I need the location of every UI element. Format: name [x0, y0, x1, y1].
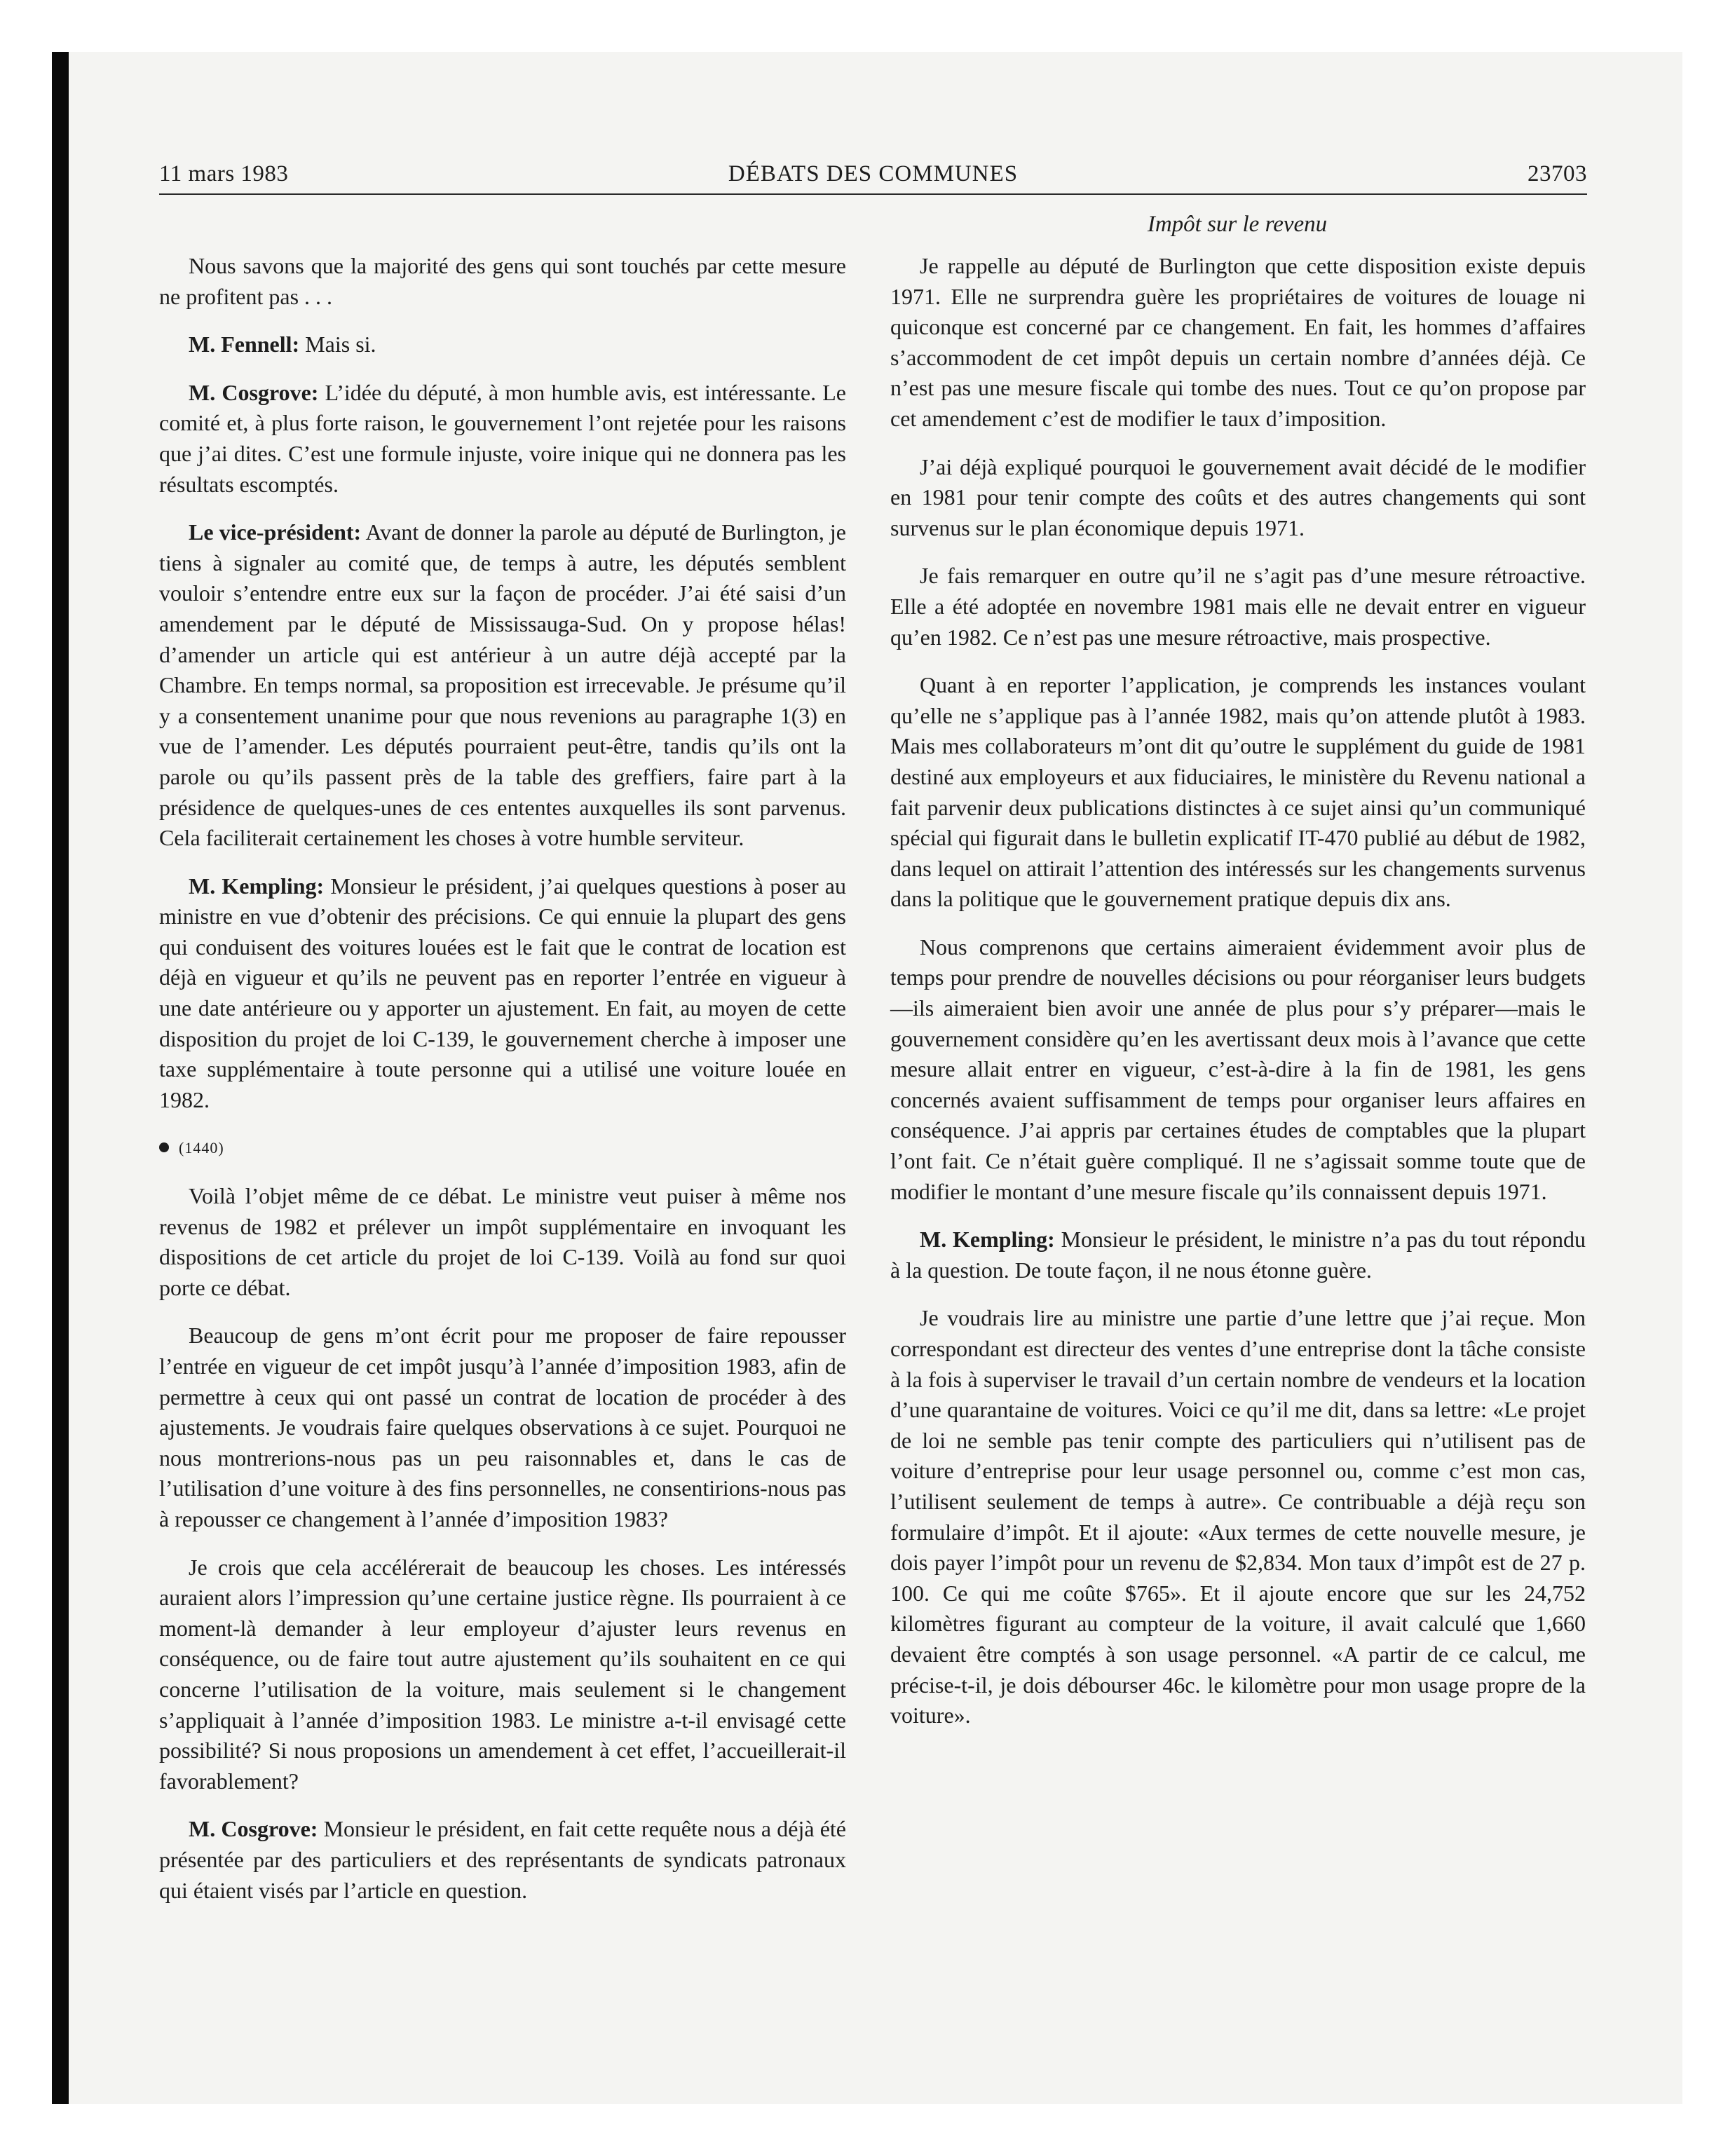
- paragraph: [159, 1814, 846, 1906]
- speaker-name: M. Fennell:: [189, 332, 300, 357]
- paragraph: [159, 871, 846, 1116]
- page-header: [159, 161, 1587, 196]
- time-marker: [159, 1133, 846, 1164]
- speech-text: Monsieur le président, j’ai quelques questions à poser au ministre en vue d’obtenir des précisions. Ce qui ennuie la plupart des gens qui conduisent des voitures louées est le fait que le contrat de location est déjà en vigueur et qu’ils ne peuvent pas en reporter l’entrée en vigueur à une date antérieure ou y apporter un ajustement. En fait, au moyen de cette disposition du projet de loi C-139, le gouvernement cherche à imposer une taxe supplémentaire à toute personne qui a utilisé une voiture louée en 1982.: [159, 873, 847, 1112]
- speech-text: L’idée du député, à mon humble avis, est intéressante. Le comité et, à plus forte raison, le gouvernement l’ont rejetée pour les raisons que j’ai dites. C’est une formule injuste, voire inique qui ne donnera pas les résultats escomptés.: [159, 379, 847, 497]
- paragraph: Nous comprenons que certains aimeraient évidemment avoir plus de temps pour prendre de nouvelles décisions ou pour réorganiser leurs budgets—ils aimeraient bien avoir une année de plus pour s’y préparer—mais le gouvernement considère qu’en les avertissant deux mois à l’avance que cette mesure allait entrer en vigueur, c’est-à-dire à la fin de 1981, les gens concernés avaient suffisamment de temps pour organiser leurs affaires en conséquence. J’ai appris par certaines études de comptables que la plupart l’ont fait. Ce n’était guère compliqué. Il ne s’agissait somme toute que de modifier le montant d’une mesure fiscale qu’ils connaissent depuis 1971.: [890, 934, 1586, 1204]
- speech-text: Monsieur le président, en fait cette requête nous a déjà été présentée par des particuliers et des représentants de syndicats patronaux qui étaient visés par l’article en question.: [159, 1816, 846, 1903]
- paragraph: [159, 517, 846, 854]
- header-page-number: 23703: [1528, 161, 1587, 186]
- left-column: [159, 251, 846, 1923]
- header-title: DÉBATS DES COMMUNES: [728, 161, 1019, 186]
- paragraph: [159, 378, 846, 500]
- bullet-icon: [159, 1142, 169, 1152]
- speaker-name: M. Kempling:: [920, 1227, 1055, 1253]
- paragraph: Je voudrais lire au ministre une partie d’une lettre que j’ai reçue. Mon correspondant est directeur des ventes d’une entreprise dont la tâche consiste à la fois à superviser le travail d’un certain nombre de vendeurs et la location d’une quarantaine de voitures. Voici ce qu’il me dit, dans sa lettre: «Le projet de loi ne semble pas tenir compte des particuliers qui n’utilisent pas de voiture d’entreprise pour leur usage personnel ou, comme c’est mon cas, l’utilisent seulement de temps à autre». Ce contribuable a déjà reçu son formulaire d’impôt. Et il ajoute: «Aux termes de cette nouvelle mesure, je dois payer l’impôt pour un revenu de $2,834. Mon taux d’impôt est de 27 p. 100. Ce qui me coûte $765». Et il ajoute encore que sur les 24,752 kilomètres figurant au compteur de la voiture, il avait calculé que 1,660 devaient être comptés à son usage personnel. «A partir de ce calcul, me précise-t-il, je dois débourser 46c. le kilomètre pour mon usage propre de la voiture».: [890, 1305, 1586, 1728]
- time-marker-text: (1440): [179, 1139, 224, 1157]
- header-date: 11 mars 1983: [159, 161, 289, 186]
- speech-text: Mais si.: [299, 332, 376, 357]
- paragraph: Je crois que cela accélérerait de beaucoup les choses. Les intéressés auraient alors l’impression qu’une certaine justice règne. Ils pourraient à ce moment-là demander à leur employeur d’ajuster leurs revenus en conséquence, ou de faire tout autre ajustement qu’ils souhaitent en ce qui concerne l’utilisation de la voiture, mais seulement si le changement s’appliquait à l’année d’imposition 1983. Le ministre a-t-il envisagé cette possibilité? Si nous proposions un amendement à cet effet, l’accueillerait-il favorablement?: [159, 1554, 846, 1794]
- binding-edge: [52, 52, 69, 2104]
- running-title: Impôt sur le revenu: [1147, 212, 1328, 237]
- paragraph: Nous savons que la majorité des gens qui sont touchés par cette mesure ne profitent pas . . .: [159, 253, 846, 309]
- speech-text: Monsieur le président, le ministre n’a pas du tout répondu à la question. De toute façon, il ne nous étonne guère.: [890, 1227, 1586, 1283]
- paragraph: [890, 1224, 1586, 1285]
- speaker-name: M. Kempling:: [189, 873, 325, 899]
- paragraph: Beaucoup de gens m’ont écrit pour me proposer de faire repousser l’entrée en vigueur de cet impôt jusqu’à l’année d’imposition 1983, afin de permettre à ceux qui ont passé un contrat de location de procéder à des ajustements. Je voudrais faire quelques observations à ce sujet. Pourquoi ne nous montrerions-nous pas un peu raisonnables et, dans le cas de l’utilisation d’une voiture à des fins personnelles, ne consentirions-nous pas à repousser ce changement à l’année d’imposition 1983?: [159, 1323, 846, 1531]
- speech-text: Avant de donner la parole au député de Burlington, je tiens à signaler au comité que, de temps à autre, les députés semblent vouloir s’entendre entre eux sur la façon de procéder. J’ai été saisi d’un amendement par le député de Mississauga-Sud. On y propose hélas! d’amender un article qui est antérieur à un autre déjà accepté par la Chambre. En temps normal, sa proposition est irrecevable. Je présume qu’il y a consentement unanime pour que nous revenions au paragraphe 1(3) en vue de l’amender. Les députés pourraient peut-être, tandis qu’ils ont la parole ou qu’ils passent près de la table des greffiers, faire part à la présidence de quelques-unes de ces ententes auxquelles ils sont parvenus. Cela faciliterait certainement les choses à votre humble serviteur.: [159, 519, 847, 851]
- paragraph: Voilà l’objet même de ce débat. Le ministre veut puiser à même nos revenus de 1982 et prélever un impôt supplémentaire en invoquant les dispositions de cet article du projet de loi C-139. Voilà au fond sur quoi porte ce débat.: [159, 1183, 846, 1300]
- paragraph: [159, 329, 846, 360]
- paragraph: J’ai déjà expliqué pourquoi le gouvernement avait décidé de le modifier en 1981 pour tenir compte des coûts et des autres changements qui sont survenus sur le plan économique depuis 1971.: [890, 453, 1586, 540]
- right-column: [890, 251, 1586, 1749]
- paragraph: Je rappelle au député de Burlington que cette disposition existe depuis 1971. Elle ne surprendra guère les propriétaires de voitures de louage ni quiconque est concerné par ce changement. En fait, les hommes d’affaires s’accommodent de cet impôt depuis un certain nombre d’années déjà. Ce n’est pas une mesure fiscale qui tombe des nues. Tout ce qu’on propose par cet amendement c’est de modifier le taux d’imposition.: [890, 253, 1586, 431]
- paragraph: Je fais remarquer en outre qu’il ne s’agit pas d’une mesure rétroactive. Elle a été adoptée en novembre 1981 mais elle ne devait entrer en vigueur qu’en 1982. Ce n’est pas une mesure rétroactive, mais prospective.: [890, 563, 1586, 650]
- header-rule: [159, 193, 1587, 195]
- speaker-name: M. Cosgrove:: [189, 1816, 318, 1842]
- paragraph: Quant à en reporter l’application, je comprends les instances voulant qu’elle ne s’applique pas à l’année 1982, mais qu’on attende plutôt à 1983. Mais mes collaborateurs m’ont dit qu’outre le supplément du guide de 1981 destiné aux employeurs et aux fiduciaires, le ministère du Revenu national a fait parvenir deux publications distinctes à ce sujet ainsi qu’un communiqué spécial qui figurait dans le bulletin explicatif IT-470 publié au début de 1982, dans lequel on attirait l’attention des intéressés sur les changements survenus dans la politique que le gouvernement pratique depuis dix ans.: [890, 672, 1586, 912]
- speaker-name: Le vice-président:: [189, 519, 362, 545]
- speaker-name: M. Cosgrove:: [189, 379, 319, 405]
